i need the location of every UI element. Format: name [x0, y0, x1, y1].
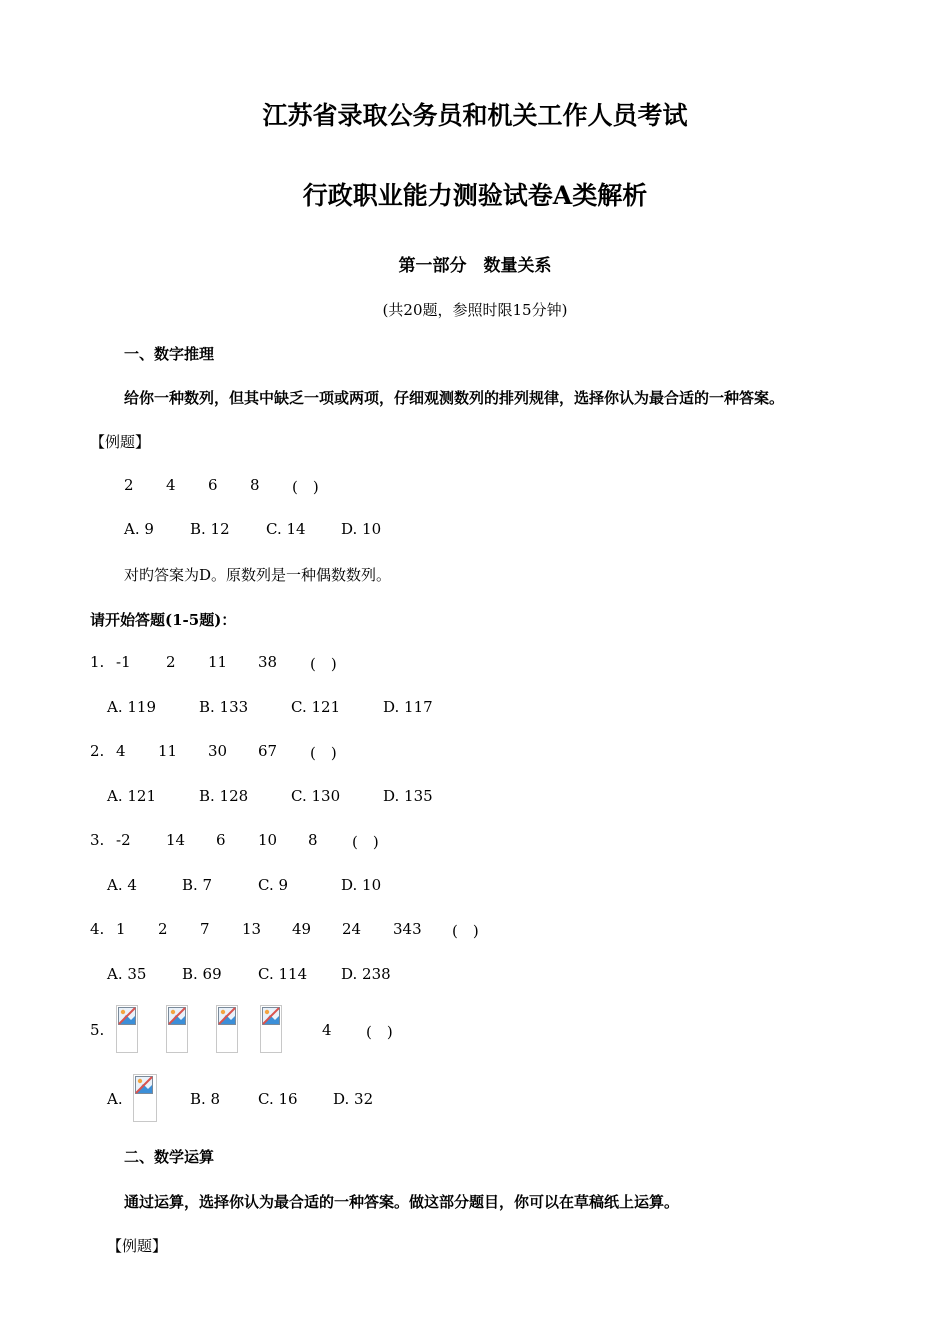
example-seq-item: 2 [124, 476, 134, 494]
question-option[interactable]: C. 114 [258, 965, 308, 983]
question-seq-item: 14 [166, 831, 186, 849]
question-number: 3. [90, 831, 105, 849]
question-seq-item: 30 [208, 742, 228, 760]
example-seq-blank: ( ) [292, 478, 319, 496]
question-option[interactable]: A. 4 [107, 876, 137, 894]
broken-image-icon [216, 1005, 238, 1053]
question-option[interactable]: B. 128 [199, 787, 249, 805]
section1-instruction: 给你一种数列，但其中缺乏一项或两项，仔细观测数列的排列规律，选择你认为最合适的一种答案。 [124, 389, 785, 407]
question-number: 2. [90, 742, 105, 760]
question-seq-item: 2 [158, 920, 168, 938]
question-option[interactable]: C. 130 [291, 787, 341, 805]
document-title: 江苏省录取公务员和机关工作人员考试 [262, 101, 688, 130]
question-seq-item: 4 [116, 742, 126, 760]
question-option[interactable]: D. 135 [383, 787, 433, 805]
example-option: D. 10 [341, 520, 382, 538]
question-seq-item: -1 [116, 653, 131, 671]
question-number: 1. [90, 653, 105, 671]
broken-image-icon [133, 1074, 157, 1122]
question-option[interactable]: A. 119 [107, 698, 156, 716]
question-seq-item: 4 [322, 1021, 332, 1039]
question-seq-item: 24 [342, 920, 362, 938]
example-seq-item: 6 [208, 476, 218, 494]
example-seq-item: 4 [166, 476, 176, 494]
question-option[interactable]: C. 121 [291, 698, 341, 716]
question-option[interactable]: B. 7 [182, 876, 213, 894]
question-option[interactable]: D. 238 [341, 965, 391, 983]
question-seq-blank: ( ) [310, 655, 337, 673]
question-seq-blank: ( ) [310, 744, 337, 762]
part-note: (共20题，参照时限15分钟) [382, 301, 568, 319]
question-seq-blank: ( ) [366, 1023, 393, 1041]
example-option: A. 9 [124, 520, 154, 538]
question-seq-item: 8 [308, 831, 318, 849]
question-option[interactable]: B. 8 [190, 1090, 221, 1108]
question-option[interactable]: A. 121 [107, 787, 156, 805]
question-seq-item: 6 [216, 831, 226, 849]
question-seq-item: 2 [166, 653, 176, 671]
question-number: 4. [90, 920, 105, 938]
question-seq-blank: ( ) [352, 833, 379, 851]
question-option[interactable]: D. 32 [333, 1090, 374, 1108]
example-seq-item: 8 [250, 476, 260, 494]
question-seq-item: 10 [258, 831, 278, 849]
question-seq-item: 7 [200, 920, 210, 938]
question-option[interactable]: C. 16 [258, 1090, 298, 1108]
broken-image-icon [260, 1005, 282, 1053]
example-label: 【例题】 [90, 433, 151, 451]
section1-heading: 一、数字推理 [124, 345, 215, 363]
question-option[interactable]: B. 69 [182, 965, 222, 983]
question-option[interactable]: B. 133 [199, 698, 249, 716]
section2-instruction: 通过运算，选择你认为最合适的一种答案。做这部分题目，你可以在草稿纸上运算。 [124, 1193, 680, 1211]
question-seq-blank: ( ) [452, 922, 479, 940]
question-option[interactable]: A. [107, 1090, 123, 1108]
example-answer: 对旳答案为D。原数列是一种偶数数列。 [124, 566, 392, 584]
question-option[interactable]: C. 9 [258, 876, 289, 894]
question-option[interactable]: D. 117 [383, 698, 433, 716]
broken-image-icon [166, 1005, 188, 1053]
document-subtitle: 行政职业能力测验试卷A类解析 [302, 181, 648, 210]
section2-example-label: 【例题】 [107, 1237, 168, 1255]
part-title: 第一部分 数量关系 [398, 256, 552, 276]
question-seq-item: 11 [158, 742, 178, 760]
question-seq-item: 1 [116, 920, 126, 938]
question-seq-item: 38 [258, 653, 278, 671]
start-label: 请开始答题(1-5题)： [90, 611, 237, 629]
question-seq-item: 13 [242, 920, 262, 938]
question-seq-item: 11 [208, 653, 228, 671]
section2-heading: 二、数学运算 [124, 1148, 215, 1166]
example-option: B. 12 [190, 520, 230, 538]
question-option[interactable]: A. 35 [107, 965, 147, 983]
question-option[interactable]: D. 10 [341, 876, 382, 894]
question-seq-item: 343 [393, 920, 422, 938]
question-seq-item: 49 [292, 920, 312, 938]
question-seq-item: -2 [116, 831, 131, 849]
example-option: C. 14 [266, 520, 306, 538]
broken-image-icon [116, 1005, 138, 1053]
question-number: 5. [90, 1021, 105, 1039]
question-seq-item: 67 [258, 742, 278, 760]
